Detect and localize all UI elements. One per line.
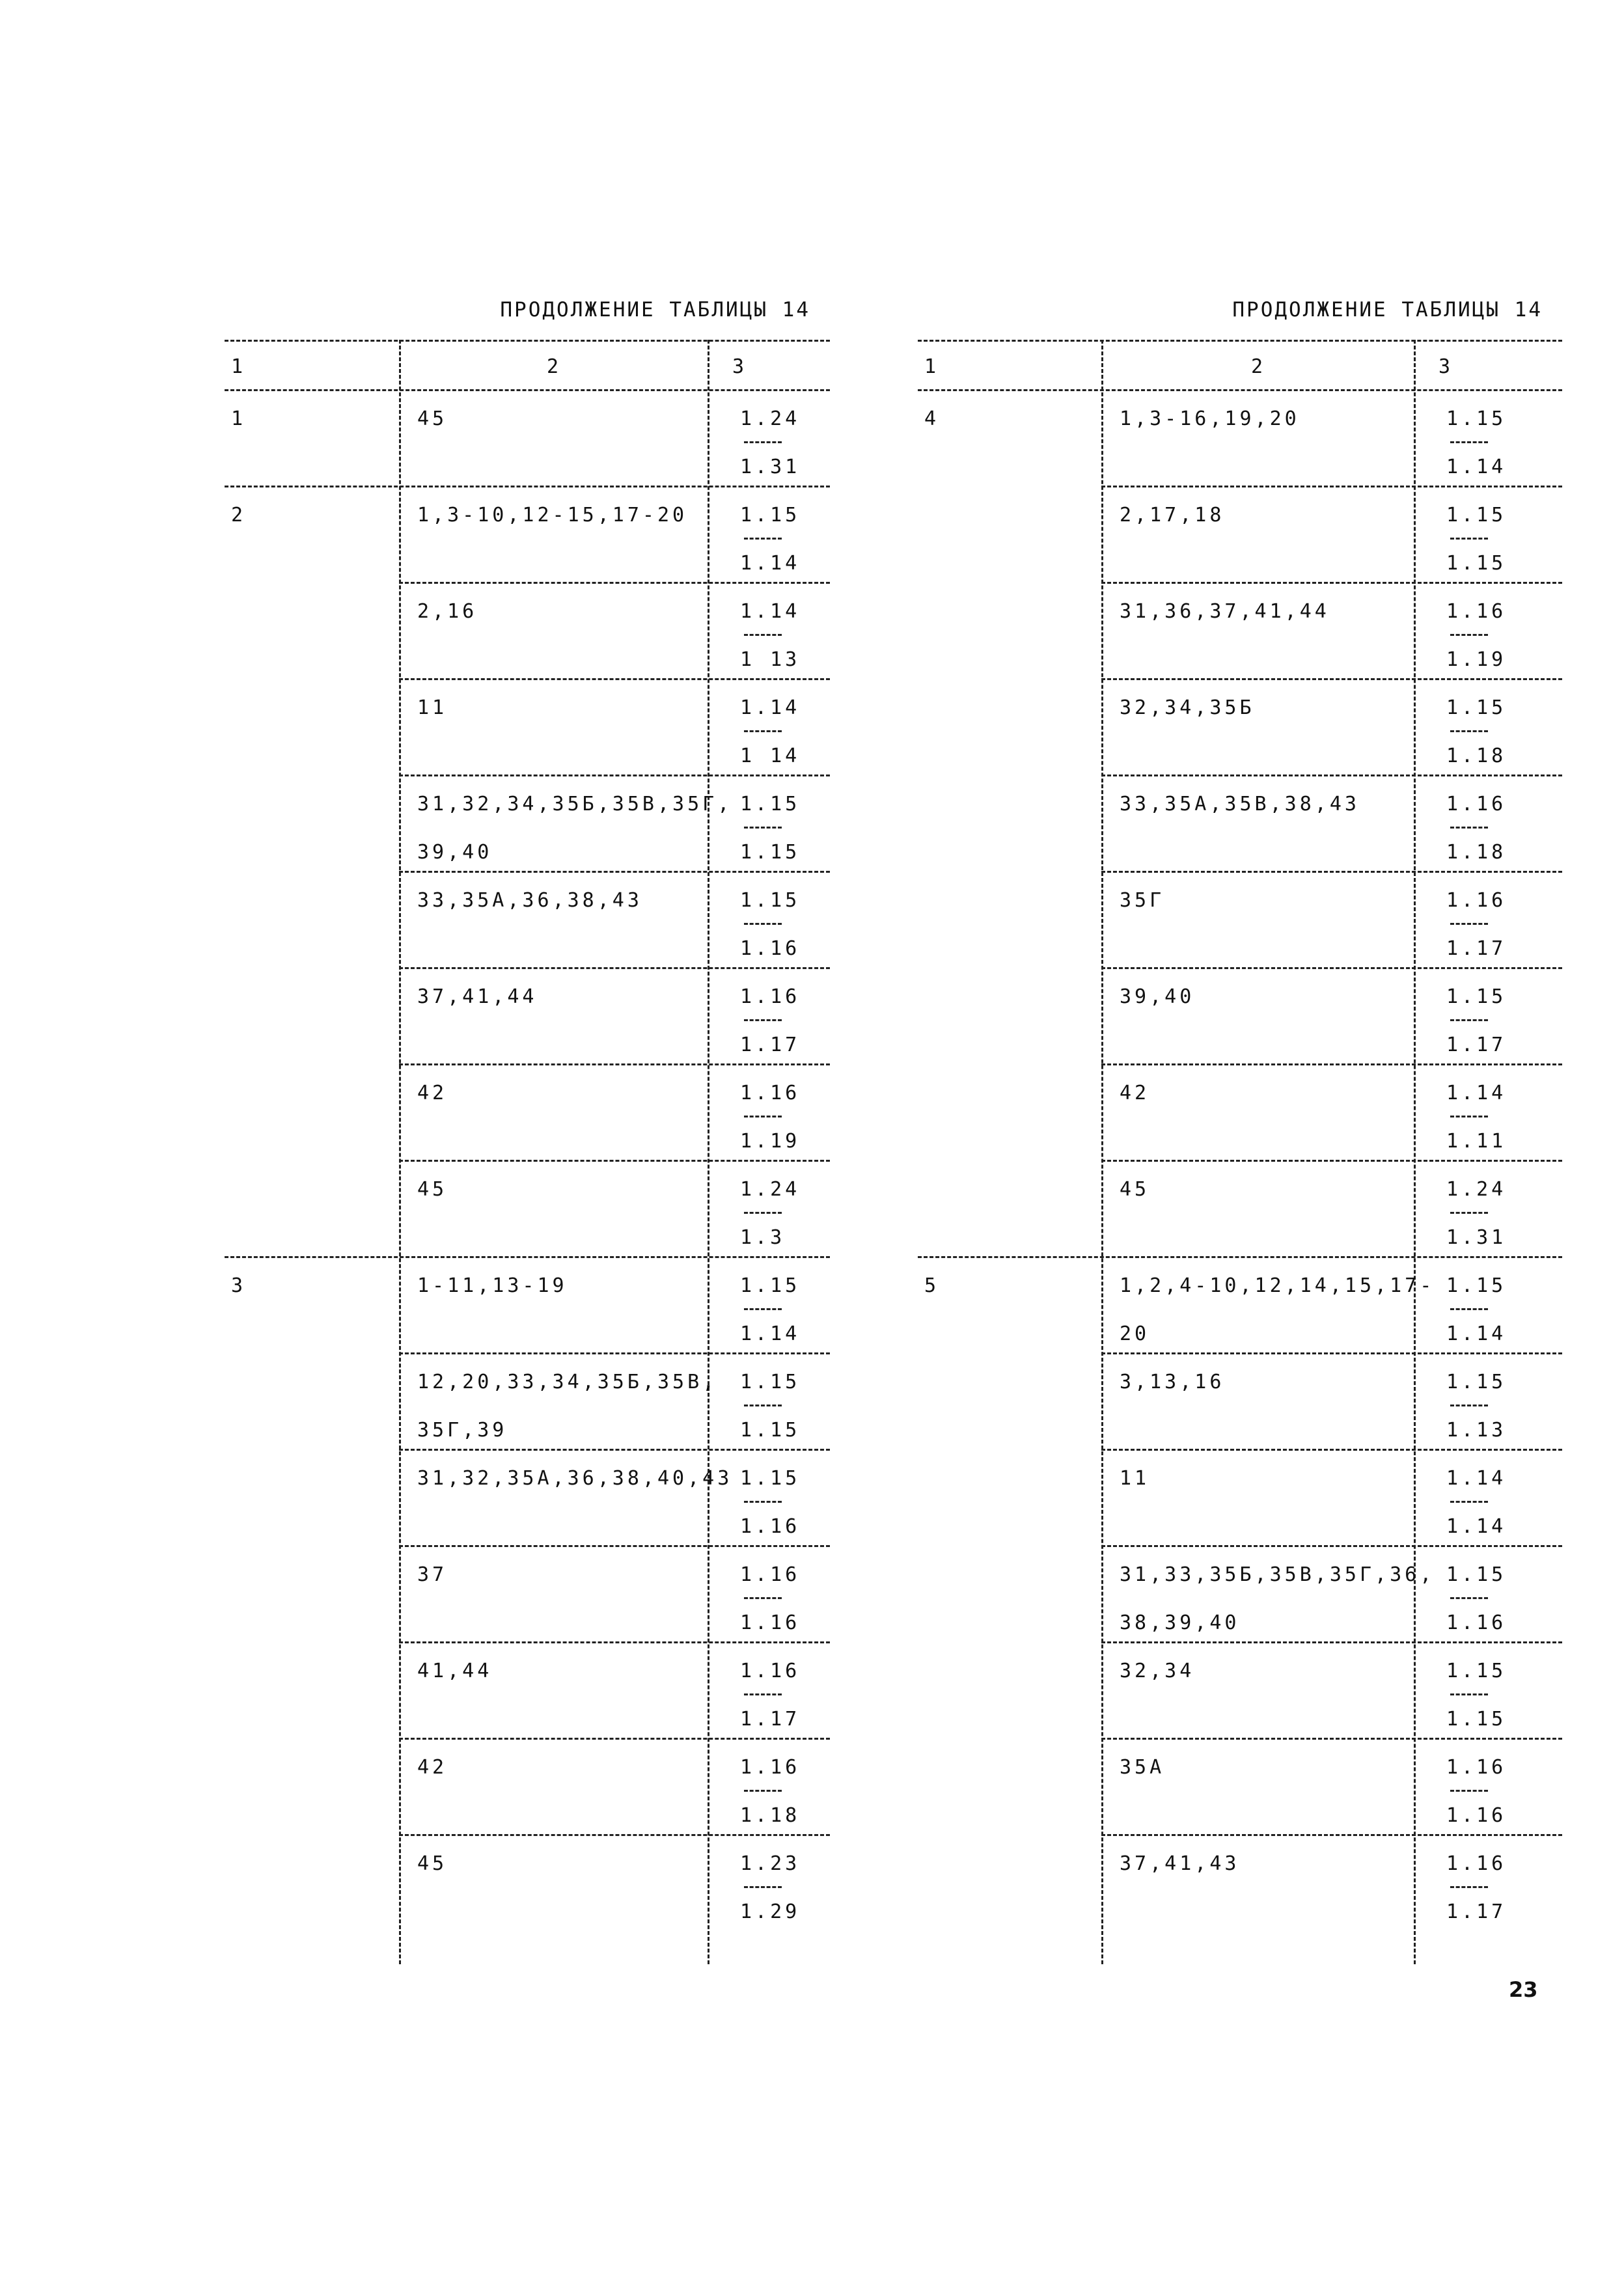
row-series-line-1: 33,35А,35В,38,43 [1120,793,1360,816]
row-series-line-1: 31,32,34,35Б,35В,35Г, [417,793,733,816]
group-label: 5 [924,1274,940,1297]
row-separator [1101,1449,1562,1451]
fraction-bar [744,1019,782,1021]
coefficient-denominator: 1 14 [740,745,801,767]
fraction-bar [744,441,782,443]
coefficient-denominator: 1.15 [1446,1708,1507,1731]
fraction-bar [744,827,782,829]
fraction-bar [744,1116,782,1117]
row-separator [1101,1352,1562,1354]
coefficient-numerator: 1.15 [1446,407,1507,430]
row-series-line-1: 42 [1120,1082,1150,1104]
row-series-line-1: 45 [417,407,448,430]
row-separator [1101,582,1562,584]
fraction-bar [744,1308,782,1310]
coefficient-denominator: 1.13 [1446,1419,1507,1442]
coefficient-denominator: 1.18 [1446,841,1507,864]
coefficient-numerator: 1.14 [740,696,801,719]
coefficient-denominator: 1.3 [740,1226,786,1249]
row-series-line-2: 39,40 [417,841,493,864]
fraction-bar [744,538,782,540]
fraction-bar [1450,1116,1488,1117]
coefficient-denominator: 1.16 [740,1515,801,1538]
column-header-1: 1 [924,355,937,378]
coefficient-denominator: 1.17 [740,1034,801,1056]
row-separator [1101,486,1562,487]
row-separator [1101,1738,1562,1740]
row-series-line-1: 1,3-16,19,20 [1120,407,1300,430]
row-separator [399,1063,830,1065]
row-separator [1101,1160,1562,1162]
fraction-bar [1450,1308,1488,1310]
fraction-bar [1450,1790,1488,1792]
coefficient-numerator: 1.15 [740,1274,801,1297]
row-separator [1101,871,1562,873]
coefficient-denominator: 1.11 [1446,1130,1507,1153]
fraction-bar [1450,634,1488,636]
coefficient-denominator: 1.14 [1446,456,1507,478]
row-series-line-1: 31,33,35Б,35В,35Г,36, [1120,1563,1435,1586]
row-separator [1101,678,1562,680]
group-label: 4 [924,407,940,430]
row-separator [399,1449,830,1451]
row-series-line-1: 32,34 [1120,1660,1195,1682]
row-separator [399,1641,830,1643]
row-series-line-1: 41,44 [417,1660,493,1682]
fraction-bar [744,1886,782,1888]
table-caption: ПРОДОЛЖЕНИЕ ТАБЛИЦЫ 14 [500,298,810,322]
header-bottom-rule [918,389,1562,391]
row-separator [399,774,830,776]
row-series-line-1: 45 [417,1852,448,1875]
header-top-rule [918,340,1562,342]
coefficient-denominator: 1.18 [1446,745,1507,767]
row-series-line-1: 39,40 [1120,985,1195,1008]
row-separator [399,1545,830,1547]
coefficient-numerator: 1.23 [740,1852,801,1875]
fraction-bar [744,923,782,925]
column-header-2: 2 [1251,355,1263,378]
row-series-line-2: 20 [1120,1323,1150,1345]
row-series-line-2: 38,39,40 [1120,1611,1240,1634]
coefficient-numerator: 1.15 [740,504,801,527]
fraction-bar [1450,730,1488,732]
row-series-line-1: 11 [417,696,448,719]
group-separator [918,1256,1562,1258]
coefficient-denominator: 1.17 [740,1708,801,1731]
coefficient-numerator: 1.16 [740,985,801,1008]
row-series-line-1: 3,13,16 [1120,1371,1225,1393]
row-separator [1101,1063,1562,1065]
coefficient-denominator: 1.18 [740,1804,801,1827]
coefficient-numerator: 1.14 [740,600,801,623]
row-series-line-1: 45 [417,1178,448,1201]
row-separator [1101,967,1562,969]
row-series-line-1: 11 [1120,1467,1150,1490]
coefficient-numerator: 1.15 [1446,696,1507,719]
header-top-rule [225,340,830,342]
row-separator [1101,1641,1562,1643]
coefficient-denominator: 1.15 [1446,552,1507,575]
coefficient-numerator: 1.24 [740,407,801,430]
coefficient-numerator: 1.15 [1446,1563,1507,1586]
coefficient-denominator: 1.15 [740,841,801,864]
coefficient-denominator: 1.19 [740,1130,801,1153]
row-separator [1101,1545,1562,1547]
row-separator [399,582,830,584]
coefficient-denominator: 1.16 [1446,1611,1507,1634]
coefficient-denominator: 1.14 [1446,1515,1507,1538]
coefficient-denominator: 1.16 [1446,1804,1507,1827]
column-header-2: 2 [547,355,559,378]
fraction-bar [744,1212,782,1214]
row-series-line-1: 32,34,35Б [1120,696,1255,719]
coefficient-numerator: 1.16 [1446,793,1507,816]
coefficient-denominator: 1.16 [740,937,801,960]
row-series-line-1: 35А [1120,1756,1165,1779]
coefficient-numerator: 1.15 [740,1371,801,1393]
row-series-line-1: 31,36,37,41,44 [1120,600,1330,623]
row-separator [1101,774,1562,776]
column-header-1: 1 [231,355,243,378]
coefficient-numerator: 1.15 [740,1467,801,1490]
fraction-bar [744,1405,782,1406]
fraction-bar [1450,1693,1488,1695]
fraction-bar [1450,827,1488,829]
coefficient-denominator: 1.29 [740,1900,801,1923]
group-separator [225,486,830,487]
row-separator [399,678,830,680]
row-separator [399,1738,830,1740]
coefficient-denominator: 1.14 [1446,1323,1507,1345]
row-series-line-1: 42 [417,1756,448,1779]
fraction-bar [1450,1212,1488,1214]
coefficient-numerator: 1.16 [740,1660,801,1682]
table-caption: ПРОДОЛЖЕНИЕ ТАБЛИЦЫ 14 [1232,298,1543,322]
row-series-line-1: 1,3-10,12-15,17-20 [417,504,688,527]
group-label: 2 [231,504,247,527]
coefficient-numerator: 1.16 [740,1082,801,1104]
row-series-line-1: 2,16 [417,600,478,623]
row-series-line-1: 37,41,44 [417,985,538,1008]
coefficient-numerator: 1.16 [1446,1852,1507,1875]
fraction-bar [1450,441,1488,443]
coefficient-numerator: 1.16 [740,1756,801,1779]
fraction-bar [1450,1886,1488,1888]
fraction-bar [744,634,782,636]
row-series-line-1: 1-11,13-19 [417,1274,568,1297]
coefficient-denominator: 1.31 [740,456,801,478]
group-label: 1 [231,407,247,430]
coefficient-denominator: 1.16 [740,1611,801,1634]
coefficient-numerator: 1.16 [1446,889,1507,912]
coefficient-numerator: 1.16 [1446,1756,1507,1779]
coefficient-numerator: 1.14 [1446,1082,1507,1104]
coefficient-denominator: 1.14 [740,1323,801,1345]
row-series-line-1: 31,32,35А,36,38,40,43 [417,1467,733,1490]
coefficient-numerator: 1.24 [740,1178,801,1201]
coefficient-denominator: 1.31 [1446,1226,1507,1249]
coefficient-denominator: 1 13 [740,648,801,671]
coefficient-denominator: 1.15 [740,1419,801,1442]
coefficient-numerator: 1.15 [740,889,801,912]
row-series-line-1: 37 [417,1563,448,1586]
coefficient-numerator: 1.15 [740,793,801,816]
coefficient-numerator: 1.16 [740,1563,801,1586]
group-label: 3 [231,1274,247,1297]
header-bottom-rule [225,389,830,391]
fraction-bar [744,1693,782,1695]
coefficient-numerator: 1.24 [1446,1178,1507,1201]
fraction-bar [744,730,782,732]
coefficient-numerator: 1.15 [1446,504,1507,527]
coefficient-numerator: 1.15 [1446,1371,1507,1393]
row-series-line-2: 35Г,39 [417,1419,508,1442]
row-series-line-1: 45 [1120,1178,1150,1201]
row-separator [399,967,830,969]
column-header-3: 3 [1438,355,1451,378]
coefficient-denominator: 1.17 [1446,937,1507,960]
fraction-bar [1450,923,1488,925]
coefficient-numerator: 1.16 [1446,600,1507,623]
row-series-line-1: 37,41,43 [1120,1852,1240,1875]
row-separator [399,871,830,873]
coefficient-numerator: 1.15 [1446,1274,1507,1297]
fraction-bar [1450,1501,1488,1503]
row-series-line-1: 42 [417,1082,448,1104]
coefficient-numerator: 1.15 [1446,1660,1507,1682]
coefficient-denominator: 1.19 [1446,648,1507,671]
group-separator [225,1256,830,1258]
coefficient-denominator: 1.17 [1446,1900,1507,1923]
row-series-line-1: 33,35А,36,38,43 [417,889,642,912]
fraction-bar [744,1790,782,1792]
fraction-bar [1450,1597,1488,1599]
row-separator [399,1352,830,1354]
coefficient-denominator: 1.17 [1446,1034,1507,1056]
fraction-bar [1450,538,1488,540]
row-series-line-1: 2,17,18 [1120,504,1225,527]
page-number: 23 [1509,1977,1538,2002]
fraction-bar [744,1597,782,1599]
fraction-bar [1450,1405,1488,1406]
coefficient-numerator: 1.14 [1446,1467,1507,1490]
column-header-3: 3 [732,355,745,378]
row-series-line-1: 35Г [1120,889,1165,912]
row-separator [1101,1834,1562,1836]
fraction-bar [1450,1019,1488,1021]
row-separator [399,1160,830,1162]
coefficient-numerator: 1.15 [1446,985,1507,1008]
row-series-line-1: 12,20,33,34,35Б,35В, [417,1371,718,1393]
coefficient-denominator: 1.14 [740,552,801,575]
fraction-bar [744,1501,782,1503]
row-series-line-1: 1,2,4-10,12,14,15,17- [1120,1274,1435,1297]
row-separator [399,1834,830,1836]
